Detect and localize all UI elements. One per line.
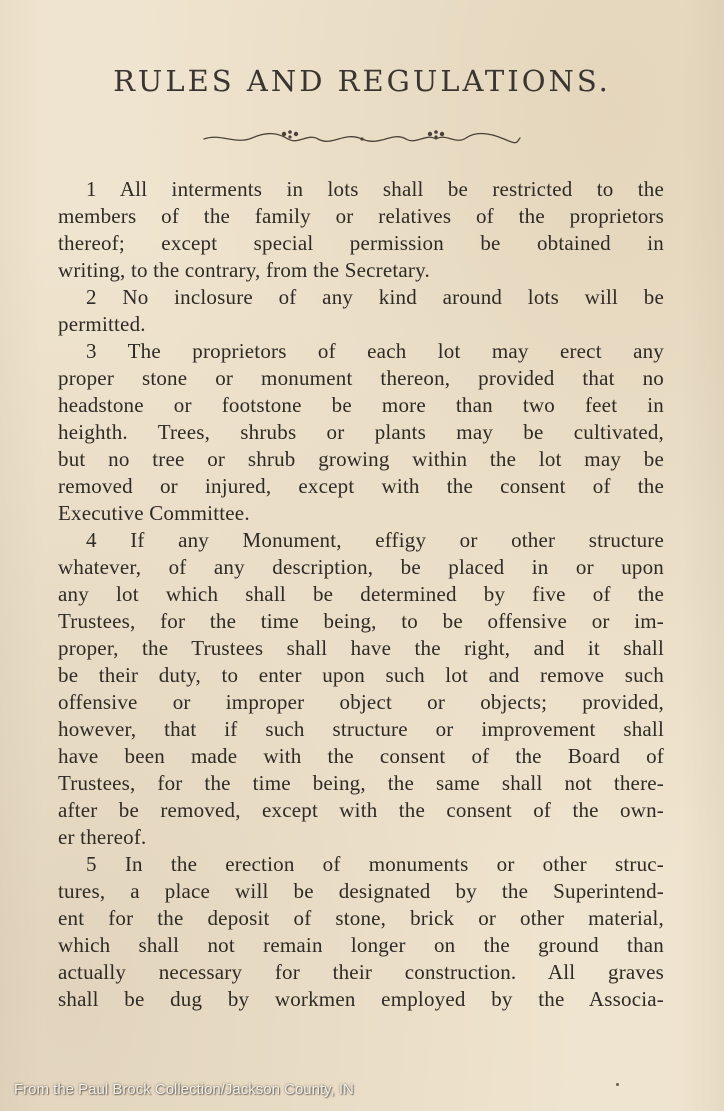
text-line: thereof; except special permission be obtained in [58,231,664,255]
text-line: offensive or improper object or objects; provided, [58,690,664,714]
text-line: 5 In the erection of monuments or other struc- [86,852,664,876]
text-line: Trustees, for the time being, the same shall not there- [58,771,664,795]
text-line: tures, a place will be designated by the Superintend- [58,879,664,903]
text-line: but no tree or shrub growing within the lot may be [58,447,664,471]
text-line: after be removed, except with the consent of the own- [58,798,664,822]
text-line: heighth. Trees, shrubs or plants may be cultivated, [58,420,664,444]
text-line: 3 The proprietors of each lot may erect any [86,339,664,363]
text-line: be their duty, to enter upon such lot and remove such [58,663,664,687]
text-line: any lot which shall be determined by five of the [58,582,664,606]
text-line: Executive Committee. [58,501,250,525]
text-line: shall be dug by workmen employed by the Associa- [58,987,664,1011]
text-line: actually necessary for their construction. All graves [58,960,664,984]
text-line: proper, the Trustees shall have the right, and it shall [58,636,664,660]
text-line: 1 All interments in lots shall be restricted to the [86,177,664,201]
text-line: headstone or footstone be more than two feet in [58,393,664,417]
text-line: members of the family or relatives of the proprietors [58,204,664,228]
text-line: Trustees, for the time being, to be offensive or im- [58,609,664,633]
text-line: 4 If any Monument, effigy or other structure [86,528,664,552]
text-line: ent for the deposit of stone, brick or other material, [58,906,664,930]
text-line: however, that if such structure or improvement shall [58,717,664,741]
text-line: have been made with the consent of the Board of [58,744,664,768]
paper-speck [616,1083,619,1086]
page-heading: RULES AND REGULATIONS. [113,64,611,98]
collection-credit: From the Paul Brock Collection/Jackson County, IN [14,1081,354,1098]
text-line: proper stone or monument thereon, provided that no [58,366,664,390]
rules-text [58,176,664,1013]
text-line: which shall not remain longer on the ground than [58,933,664,957]
text-line: permitted. [58,312,146,336]
text-line: whatever, of any description, be placed in or upon [58,555,664,579]
text-line: writing, to the contrary, from the Secretary. [58,258,430,282]
text-line: removed or injured, except with the consent of the [58,474,664,498]
text-line: er thereof. [58,825,147,849]
text-line: 2 No inclosure of any kind around lots will be [86,285,664,309]
decorative-scroll-divider-icon [200,125,524,151]
